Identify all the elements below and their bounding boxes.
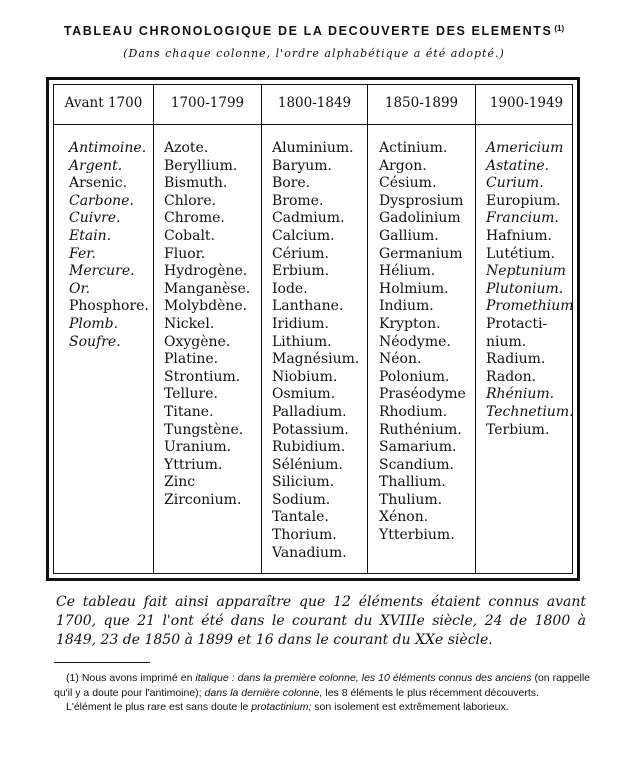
- element-entry: Ruthénium.: [379, 421, 462, 438]
- footnote-italic: protactinium;: [251, 701, 312, 713]
- element-list: [164, 140, 250, 509]
- element-entry: Magnésium.: [272, 351, 360, 368]
- footnote-text: les 8 éléments le plus récemment découverts.: [322, 686, 539, 699]
- element-list: [486, 140, 574, 439]
- element-entry: Erbium.: [272, 263, 330, 280]
- element-entry: Palladium.: [272, 403, 347, 420]
- element-entry: Polonium.: [379, 368, 450, 385]
- element-entry: Holmium.: [379, 280, 449, 297]
- element-entry: Aluminium.: [272, 140, 354, 156]
- element-entry: Argent.: [69, 157, 123, 174]
- element-entry: Uranium.: [164, 439, 232, 456]
- element-entry: Cuivre.: [69, 210, 121, 227]
- element-entry: Praséodyme: [379, 386, 466, 403]
- column-header: 1800-1849: [277, 95, 352, 111]
- element-entry: Bore.: [272, 175, 311, 192]
- column-divider: [261, 85, 262, 573]
- element-entry: Nickel.: [164, 315, 215, 332]
- element-entry: Actinium.: [379, 140, 448, 156]
- element-entry: Scandium.: [379, 456, 454, 473]
- element-entry: Tantale.: [272, 509, 329, 526]
- element-entry: Thorium.: [272, 527, 337, 544]
- element-entry: Beryllium.: [164, 157, 238, 174]
- element-entry: Gallium.: [379, 227, 439, 244]
- element-entry: Brome.: [272, 192, 324, 209]
- element-entry: Radon.: [486, 368, 537, 385]
- element-entry: Gadolinium: [379, 210, 461, 227]
- element-entry: Curium.: [486, 175, 544, 192]
- element-entry: Rubidium.: [272, 439, 346, 456]
- element-entry: Hydrogène.: [164, 263, 248, 280]
- element-entry: Chrome.: [164, 210, 225, 227]
- footnote-ref[interactable]: (1): [554, 24, 565, 33]
- element-entry: Zirconium.: [164, 491, 242, 508]
- footnote-paragraph-2: [54, 700, 590, 715]
- element-entry: Rhénium.: [486, 386, 555, 403]
- element-entry: Lithium.: [272, 333, 332, 350]
- element-entry: Titane.: [164, 403, 214, 420]
- element-entry: Argon.: [379, 157, 427, 174]
- elements-table: [46, 77, 580, 581]
- element-entry: Ytterbium.: [379, 527, 455, 544]
- element-entry: Astatine.: [486, 157, 550, 174]
- element-entry: Or.: [69, 280, 91, 297]
- element-entry: Francium.: [486, 210, 559, 227]
- element-entry: Europium.: [486, 192, 561, 209]
- element-entry: Promethium: [486, 298, 574, 315]
- element-entry: Hélium.: [379, 263, 436, 280]
- element-entry: Bismuth.: [164, 175, 228, 192]
- element-entry: Americium: [486, 140, 564, 156]
- element-entry: Hafnium.: [486, 227, 552, 244]
- footnote: [54, 671, 590, 715]
- element-entry: Chlore.: [164, 192, 217, 209]
- table-subtitle: (Dans chaque colonne, l'ordre alphabétique a été adopté.): [123, 47, 505, 60]
- element-entry: Césium.: [379, 175, 437, 192]
- footnote-italic: dans la dernière colonne,: [204, 686, 323, 699]
- footnote-text: son isolement est extrêmement laborieux.: [311, 701, 509, 713]
- element-entry: Sodium.: [272, 491, 331, 508]
- column-divider: [367, 85, 368, 573]
- footnote-rule: [54, 662, 150, 663]
- element-entry: Néodyme.: [379, 333, 451, 350]
- table-caption: [56, 593, 586, 650]
- element-entry: Radium.: [486, 351, 546, 368]
- element-entry: Phosphore.: [69, 298, 149, 315]
- element-entry: Lutétium.: [486, 245, 556, 262]
- element-list: [69, 140, 149, 351]
- footnote-paragraph-1: [54, 671, 590, 700]
- column-header: 1700-1799: [170, 95, 245, 111]
- element-entry: Vanadium.: [272, 544, 347, 561]
- element-entry: Cadmium.: [272, 210, 345, 227]
- element-entry: Neptunium: [486, 263, 566, 280]
- element-entry: Silicium.: [272, 474, 335, 491]
- element-entry: Carbone.: [69, 192, 134, 209]
- element-entry: Fluor.: [164, 245, 206, 262]
- element-entry: Yttrium.: [164, 456, 223, 473]
- element-entry: Fer.: [69, 245, 96, 262]
- column-header: Avant 1700: [64, 95, 143, 111]
- element-entry: Molybdène.: [164, 298, 248, 315]
- element-entry: Protacti-: [486, 315, 548, 332]
- footnote-text: L'élément le plus rare est sans doute le: [66, 701, 252, 713]
- element-entry: Germanium: [379, 245, 463, 262]
- element-entry: Plomb.: [69, 315, 119, 332]
- element-entry: Tungstène.: [164, 421, 244, 438]
- element-entry: Platine.: [164, 351, 219, 368]
- caption-text: Ce tableau fait ainsi apparaître que 12 éléments étaient connus avant 1700, que 21 l'ont été dans le courant du XVIIIe siècle, 24 de 1800 à 1849, 23 de 1850 à 1899 et 16 dans le courant du XXe siècle.: [56, 594, 586, 648]
- element-entry: Technetium.: [486, 403, 574, 420]
- element-entry: Xénon.: [379, 509, 429, 526]
- element-entry: Plutonium.: [486, 280, 564, 297]
- element-entry: Mercure.: [69, 263, 135, 280]
- title-text: TABLEAU CHRONOLOGIQUE DE LA DECOUVERTE DES ELEMENTS: [63, 24, 553, 38]
- element-entry: Néon.: [379, 351, 422, 368]
- element-entry: Osmium.: [272, 386, 336, 403]
- element-list: [272, 140, 359, 562]
- footnote-italic: italique: [195, 672, 229, 684]
- footnote-text: (on rappelle qu'il y a doute pour l'antimoine);: [54, 672, 591, 699]
- footnote-italic: : dans la première colonne, les 10 éléments connus des anciens: [228, 672, 532, 684]
- column-divider: [153, 85, 154, 573]
- element-entry: Indium.: [379, 298, 434, 315]
- element-entry: Thallium.: [379, 474, 446, 491]
- element-entry: Sélénium.: [272, 456, 343, 473]
- element-entry: nium.: [486, 333, 527, 350]
- element-entry: Terbium.: [486, 421, 550, 438]
- header-divider: [54, 124, 572, 125]
- element-entry: Lanthane.: [272, 298, 344, 315]
- table-inner-border: [53, 84, 573, 574]
- element-entry: Iridium.: [272, 315, 329, 332]
- element-entry: Antimoine.: [69, 140, 147, 156]
- column-header: 1850-1899: [384, 95, 459, 111]
- column-divider: [475, 85, 476, 573]
- element-entry: Oxygène.: [164, 333, 231, 350]
- element-entry: Manganèse.: [164, 280, 251, 297]
- element-entry: Samarium.: [379, 439, 457, 456]
- element-entry: Zinc: [164, 474, 196, 491]
- element-entry: Strontium.: [164, 368, 241, 385]
- element-entry: Calcium.: [272, 227, 335, 244]
- element-entry: Niobium.: [272, 368, 338, 385]
- element-entry: Azote.: [164, 140, 209, 156]
- element-list: [379, 140, 466, 545]
- element-entry: Cobalt.: [164, 227, 216, 244]
- element-entry: Iode.: [272, 280, 308, 297]
- element-entry: Tellure.: [164, 386, 218, 403]
- element-entry: Dysprosium: [379, 192, 464, 209]
- element-entry: Krypton.: [379, 315, 441, 332]
- element-entry: Baryum.: [272, 157, 332, 174]
- element-entry: Arsenic.: [69, 175, 128, 192]
- footnote-text: (1) Nous avons imprimé en: [66, 672, 196, 684]
- column-header: 1900-1949: [489, 95, 564, 111]
- element-entry: Rhodium.: [379, 403, 448, 420]
- element-entry: Potassium.: [272, 421, 349, 438]
- table-title: [0, 24, 628, 38]
- element-entry: Cérium.: [272, 245, 329, 262]
- element-entry: Soufre.: [69, 333, 121, 350]
- element-entry: Thulium.: [379, 491, 443, 508]
- element-entry: Etain.: [69, 227, 112, 244]
